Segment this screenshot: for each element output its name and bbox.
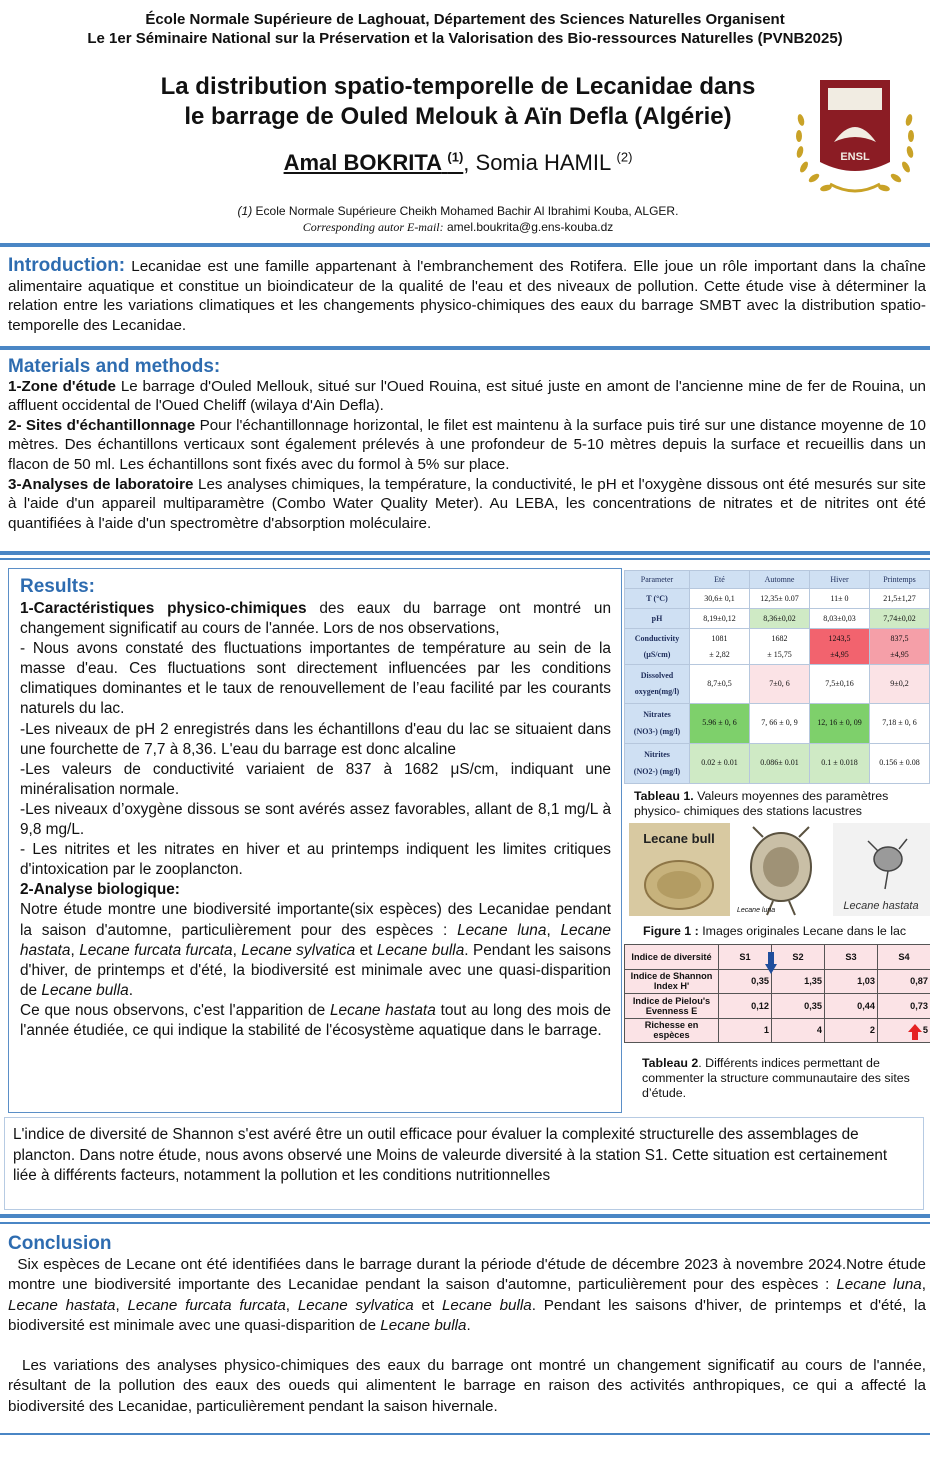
value-cell: 8,7±0,5 (690, 665, 750, 703)
logo-ribbon (830, 184, 880, 191)
row-label-cell: Indice de Pielou's Evenness E (625, 994, 719, 1019)
species-name: Lecane furcata furcata (127, 1296, 286, 1314)
results-bullet: -Les niveaux d’oxygène dissous se sont avérés assez favorables, allant de 8,1 mg/L à 9,8 mg/L. (20, 800, 611, 839)
results-paragraph (20, 599, 611, 639)
conclusion-heading: Conclusion (8, 1233, 112, 1254)
table-header-cell: Eté (690, 571, 750, 589)
text-run: et (355, 941, 377, 959)
results-sub1-heading: 1-Caractéristiques physico-chimiques (20, 600, 307, 617)
value-cell: 12,35± 0.07 (750, 589, 810, 609)
table1-caption (634, 789, 924, 819)
species-name: Lecane bulla (376, 941, 465, 959)
table2-caption (642, 1056, 912, 1101)
value-cell: 8,03±0,03 (810, 609, 870, 629)
title-line-2: le barrage de Ouled Melouk à Aïn Defla (Algérie) (184, 103, 732, 130)
text-run: , (546, 921, 561, 939)
row-label-cell: Indice de Shannon Index H' (625, 969, 719, 994)
value-cell: 0.086± 0.01 (750, 743, 810, 783)
email-address: amel.boukrita@g.ens-kouba.dz (443, 220, 614, 234)
table-header-cell: Hiver (810, 571, 870, 589)
table-header-cell: Indice de diversité (625, 945, 719, 970)
table-header-cell: S2 (772, 945, 825, 970)
param-cell (625, 629, 690, 665)
value-cell (870, 629, 930, 665)
text-run: Ce que nous observons, c'est l'apparition de (20, 1001, 330, 1019)
param-label: Conductivity (634, 633, 680, 643)
methods-item (8, 416, 926, 475)
results-bullet: - Les nitrites et les nitrates en hiver et au printemps indiquent les limites critiques d'intoxication par le zooplancton. (20, 841, 611, 879)
value-cell: 7, 66 ± 0, 9 (750, 703, 810, 743)
value-cell: 30,6± 0,1 (690, 589, 750, 609)
text-run: , (70, 941, 80, 959)
value-cell: 8,36±0,02 (750, 609, 810, 629)
divider (0, 551, 930, 555)
value-cell: 2 (825, 1018, 878, 1043)
text-run: , (285, 1296, 298, 1314)
methods-item-text: Pour l'échantillonnage horizontal, le filet est maintenu à la surface puis tiré sur une distance moyenne de 10 mètres. Des échantillons verticaux sont également prélevés à une profondeur de 5-10 mètres depuis la surface et recueillis dans un flacon de 50 ml. Les échantillons sont fixés avec du formol à 5% sur place. (8, 416, 927, 473)
value-sd: ±4,95 (890, 649, 909, 659)
value-cell: 1,03 (825, 969, 878, 994)
value-cell: 7±0, 6 (750, 665, 810, 703)
text-run: et (413, 1296, 442, 1314)
species-name: Lecane bulla (41, 981, 129, 999)
text-run: , (232, 941, 242, 959)
param-cell: T (°C) (625, 589, 690, 609)
logo-band (828, 88, 882, 110)
value-cell: 7,5±0,16 (810, 665, 870, 703)
results-sub1-text: des eaux du barrage ont montré un changement significatif au cours de l'année. Lors de nos observations, (20, 600, 612, 638)
organizer-block (0, 10, 930, 48)
param-cell: pH (625, 609, 690, 629)
table-row (625, 703, 930, 743)
divider (0, 558, 930, 560)
param-label: Nitrites (644, 749, 670, 759)
author-2-affiliation-mark: (2) (616, 150, 633, 165)
arrow-up-icon (908, 1024, 922, 1040)
methods-item-heading: 2- Sites d'échantillonnage (8, 416, 196, 434)
methods-item-heading: 3-Analyses de laboratoire (8, 475, 194, 493)
table-row (625, 589, 930, 609)
methods-item (8, 377, 926, 416)
value-main: 1243,5 (828, 633, 851, 643)
methods-item (8, 475, 926, 534)
methods-heading: Materials and methods: (8, 356, 221, 377)
results-bullet: -Les valeurs de conductivité variaient de 837 à 1682 μS/cm, indiquant une minéralisation normale. (20, 760, 611, 798)
affiliation-number: (1) (237, 204, 253, 218)
table-row (625, 969, 930, 994)
photo-label: Lecane luna (737, 907, 776, 914)
value-sd: ± 2,82 (709, 649, 730, 659)
results-heading: Results: (20, 576, 95, 597)
results-section (8, 568, 622, 1113)
species-name: Lecane luna (836, 1276, 922, 1293)
caption-label: Tableau 1. (634, 789, 694, 803)
text-run: Six espèces de Lecane ont été identifiées dans le barrage durant la période d'étude de décembre 2023 à novembre 2024.Notre étude montre une biodiversité importante des Lecanidae pendant la saison d'automne, particulièrement pour des espèces : (8, 1255, 930, 1293)
text-run: . (466, 1317, 471, 1334)
table-header-row (625, 571, 930, 589)
author-2-name: Somia HAMIL (475, 150, 611, 176)
affiliation-line (118, 203, 798, 219)
results-bio-paragraph-2 (20, 1001, 611, 1041)
caption-text: Valeurs moyennes des paramètres physico- chimiques des stations lacustres (634, 789, 889, 818)
caption-label: Tableau 2 (642, 1056, 699, 1070)
divider (0, 1214, 930, 1218)
text-run: , (921, 1276, 930, 1293)
text-run: . (128, 981, 133, 999)
table-header-cell: Printemps (870, 571, 930, 589)
value-cell (810, 629, 870, 665)
author-primary (284, 150, 464, 175)
param-unit: (NO2-) (mg/l) (633, 766, 681, 776)
shannon-note (4, 1117, 924, 1210)
text-run: . Pendant les saisons d'hiver, de printemps et d'été, la biodiversité est minimale avec une quasi-disparition de (8, 1296, 930, 1334)
introduction-heading: Introduction: (8, 255, 126, 276)
value-cell: 9±0,2 (870, 665, 930, 703)
table-header-cell: Parameter (625, 571, 690, 589)
species-name: Lecane sylvatica (297, 1296, 414, 1314)
table-header-cell: S4 (878, 945, 930, 970)
value-cell: 12, 16 ± 0, 09 (810, 703, 870, 743)
divider (0, 1433, 930, 1435)
conclusion-section (8, 1233, 930, 1417)
photo-label: Lecane bull (643, 831, 715, 846)
species-name: Lecane hastata (8, 1296, 116, 1314)
introduction-section (8, 256, 926, 335)
species-name: Lecane bulla (380, 1317, 467, 1334)
affiliation-block (118, 203, 798, 235)
email-line (118, 219, 798, 235)
table-row (625, 994, 930, 1019)
ensl-logo (790, 72, 920, 202)
physico-chemical-table (624, 570, 930, 784)
photo-lecane-bulla (629, 823, 730, 916)
param-unit: (NO3-) (mg/l) (633, 726, 681, 736)
divider (0, 1222, 930, 1224)
species-name: Lecane hastata (20, 921, 611, 959)
results-bullet: -Les niveaux de pH 2 enregistrés dans les échantillons d'eau du lac se situaient dans une fourchette de 7,7 à 8,36. L'eau du barrage est donc alcaline (20, 720, 611, 758)
poster-header (0, 0, 930, 242)
caption-text: . Différents indices permettant de commenter la structure communautaire des sites d’étude. (642, 1056, 910, 1100)
species-name: Lecane luna (457, 921, 547, 939)
methods-item-text: Le barrage d'Ouled Mellouk, situé sur l'Oued Rouina, est situé juste en amont de l'ancienne mine de fer de Rouina, un affluent occidental de l'Oued Cheliff (wilaya d'Ain Defla). (8, 377, 926, 415)
affiliation-text: Ecole Normale Supérieure Cheikh Mohamed Bachir Al Ibrahimi Kouba, ALGER. (252, 204, 679, 218)
value-cell: 21,5±1,27 (870, 589, 930, 609)
value-cell: 0,44 (825, 994, 878, 1019)
text-run: , (115, 1296, 128, 1314)
species-name: Lecane sylvatica (241, 941, 356, 959)
text-run: . Pendant les saisons d'hiver, de printemps et d'été, la biodiversité est minimale avec une quasi-disparition de (20, 941, 611, 999)
value-cell: 4 (772, 1018, 825, 1043)
table-header-cell: S1 (719, 945, 772, 970)
text-run: tout au long des mois de l'année étudiée, ce qui indique la stabilité de l'écosystème aquatique dans le barrage. (20, 1001, 611, 1039)
author-secondary (476, 150, 633, 175)
value-cell: 5.96 ± 0, 6 (690, 703, 750, 743)
table-row (625, 743, 930, 783)
value-main: 1081 (711, 633, 728, 643)
value-sd: ± 15,75 (767, 649, 792, 659)
organizer-line-1: École Normale Supérieure de Laghouat, Département des Sciences Naturelles Organisent (145, 11, 785, 28)
divider (0, 243, 930, 247)
results-bullet: - Nous avons constaté des fluctuations importantes de température au sein de la masse d'eau. Ces fluctuations sont directement influencées par les conditions climatiques dominantes et le taux de renouvellement de l’eau facilité par les courants naturels du lac. (20, 640, 611, 718)
organizer-line-2: Le 1er Séminaire National sur la Préservation et la Valorisation des Bio-ressources Naturelles (PVNB2025) (87, 30, 843, 47)
author-list (118, 150, 798, 176)
value-main: 1682 (771, 633, 788, 643)
value-cell: 0.02 ± 0.01 (690, 743, 750, 783)
param-cell (625, 743, 690, 783)
text-run: Notre étude montre une biodiversité importante(six espèces) des Lecanidae pendant la saison d'automne, particulièrement pour des espèces : (20, 901, 611, 939)
author-1-affiliation-mark: (1) (447, 150, 464, 165)
species-name: Lecane furcata furcata (79, 941, 233, 959)
value-cell: 1 (719, 1018, 772, 1043)
value-cell: 0,35 (772, 994, 825, 1019)
author-1-name: Amal BOKRITA (283, 150, 442, 176)
value-cell (750, 629, 810, 665)
table-row (625, 629, 930, 665)
value-cell: 5 (878, 1018, 930, 1043)
poster-title (118, 72, 798, 132)
value-cell: 0,12 (719, 994, 772, 1019)
table-header-cell: Automne (750, 571, 810, 589)
table-header-cell: S3 (825, 945, 878, 970)
introduction-text: Lecanidae est une famille appartenant à l'embranchement des Rotifera. Elle joue un rôle important dans la chaîne alimentaire aquatique et constitue un bioindicateur de la qualité de l'eau et des niveaux de pollution. Cette étude vise à déterminer la relation entre les variations climatiques et les changements physico-chimiques des eaux du barrage SMBT avec la distribution spatio-temporelle des Lecanidae. (8, 258, 926, 334)
title-line-1: La distribution spatio-temporelle de Lecanidae dans (160, 73, 756, 100)
value-cell: 0.1 ± 0.018 (810, 743, 870, 783)
photo-lecane-luna (733, 823, 830, 916)
species-name: Lecane bulla (441, 1296, 532, 1314)
conclusion-paragraph-2: Les variations des analyses physico-chimiques des eaux du barrage ont montré un changement significatif au cours de l'année, résultant de la pollution des eaux des oueds qui alimentent le barrage en raison des activités anthropiques, ce qui a affecté la biodiversité des Lecanidae, particulièrement pendant la saison hivernale. (8, 1356, 930, 1415)
value-cell: 11± 0 (810, 589, 870, 609)
conclusion-paragraph-1 (8, 1255, 930, 1337)
param-label: Dissolved (640, 671, 674, 680)
email-label: Corresponding autor E-mail: (302, 220, 444, 234)
value-cell: 0,35 (719, 969, 772, 994)
species-name: Lecane hastata (329, 1001, 436, 1019)
table-row (625, 609, 930, 629)
value-cell: 0,87 (878, 969, 930, 994)
author-separator: , (463, 150, 476, 176)
param-label: Nitrates (643, 709, 671, 719)
value-sd: ±4,95 (830, 649, 849, 659)
results-sub2-heading: 2-Analyse biologique: (20, 881, 180, 899)
value-cell: 0,73 (878, 994, 930, 1019)
logo-text: ENSL (840, 151, 870, 163)
divider (0, 346, 930, 350)
methods-item-text: Les analyses chimiques, la température, la conductivité, le pH et l'oxygène dissous ont été mesurés sur site à l'aide d'un appareil multiparamètre (Combo Water Quality Meter). Au LEBA, les concentrations de nitrates et de nitrites ont été quantifiées à l'aide d'un spectromètre d'absorption moléculaire. (8, 475, 926, 532)
photo-label: Lecane hastata (843, 900, 919, 912)
diversity-index-table (624, 944, 930, 1043)
caption-text: Images originales Lecane dans le lac (698, 924, 907, 938)
row-label-cell: Richesse en espèces (625, 1018, 719, 1043)
value-cell: 8,19±0,12 (690, 609, 750, 629)
param-unit: (µS/cm) (643, 649, 671, 659)
value-main: 837,5 (890, 633, 909, 643)
table-row (625, 665, 930, 703)
figure1-photos (629, 823, 930, 916)
value-cell (690, 629, 750, 665)
param-unit: oxygen(mg/l) (634, 687, 680, 696)
value-cell: 1,35 (772, 969, 825, 994)
table-header-row (625, 945, 930, 970)
photo-lecane-hastata (833, 823, 930, 916)
value-cell: 7,74±0,02 (870, 609, 930, 629)
param-cell (625, 703, 690, 743)
table-row (625, 1018, 930, 1043)
caption-label: Figure 1 : (643, 924, 699, 938)
results-bio-paragraph-1 (20, 900, 611, 1000)
arrow-down-icon (765, 952, 777, 974)
methods-item-heading: 1-Zone d'étude (8, 377, 117, 395)
value-cell: 7,18 ± 0, 6 (870, 703, 930, 743)
param-cell (625, 665, 690, 703)
value-cell: 0.156 ± 0.08 (870, 743, 930, 783)
shannon-text: L'indice de diversité de Shannon s'est avéré être un outil efficace pour évaluer la complexité structurelle des assemblages de plancton. Dans notre étude, nous avons observé une Moins de valeurde diversité à la station S1. Cette situation est certainement liée à différents facteurs, notamment la pollution et les conditions nutritionnelles (13, 1126, 888, 1184)
methods-section (8, 357, 926, 533)
figure1-caption (643, 924, 930, 939)
